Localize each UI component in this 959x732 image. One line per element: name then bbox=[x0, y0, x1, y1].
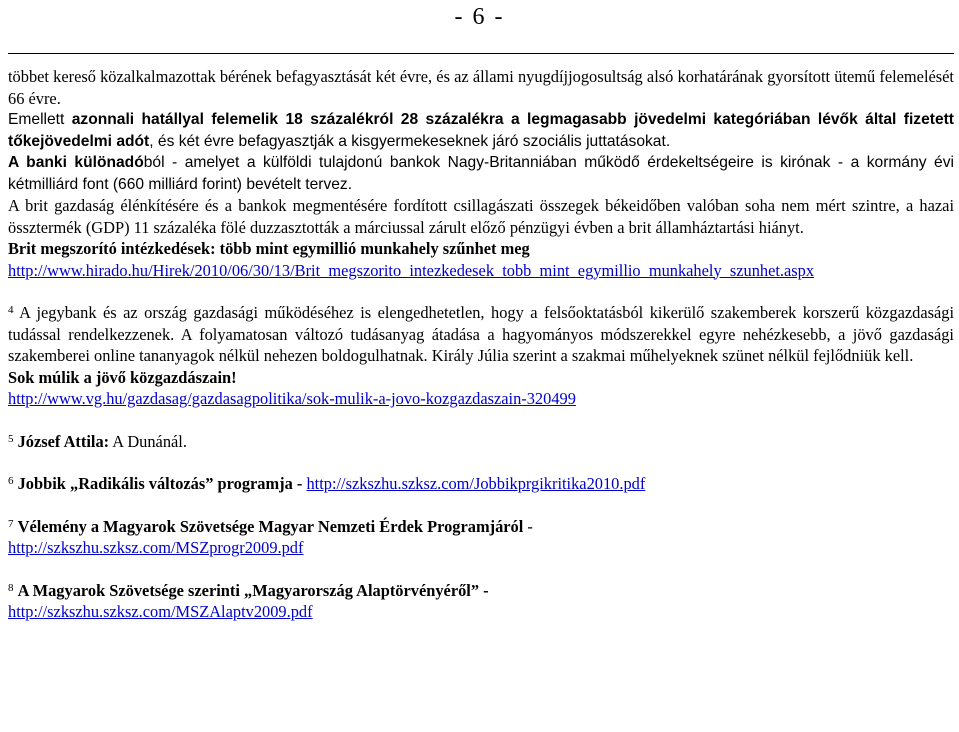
footnote-7-link[interactable]: http://szkszhu.szksz.com/MSZprogr2009.pdf bbox=[8, 538, 304, 557]
footnote-8-bold: A Magyarok Szövetsége szerinti „Magyarország Alaptörvényéről” - bbox=[17, 580, 489, 600]
footnote-7 bbox=[8, 516, 954, 538]
footnote-8-number: 8 bbox=[8, 581, 14, 594]
paragraph-bank-levy bbox=[8, 152, 954, 195]
paragraph-tax-rest: , és két évre befagyasztják a kisgyermekeseknek járó szociális juttatásokat. bbox=[149, 132, 671, 150]
spacer bbox=[8, 495, 954, 516]
footnote-8-link-row bbox=[8, 601, 954, 623]
paragraph-tax bbox=[8, 109, 954, 152]
footnote-4-title-text: Sok múlik a jövő közgazdászain! bbox=[8, 367, 237, 387]
paragraph-tax-bold: azonnali hatállyal felemelik 18 százalékról 28 százalékra a legmagasabb jövedelmi kategóriában lévők által fizetett tőkejövedelmi adót bbox=[8, 111, 954, 150]
footnote-4-text: A jegybank és az ország gazdasági működéséhez is elengedhetetlen, hogy a felsőoktatásból kikerülő szakemberek korszerű közgazdasági tudással rendelkezzenek. A folyamatosan változó tudásanyag átadása a hagyományos módszerekkel egyre nehézkesebb, a jövő gazdasági szakemberei online tananyagok nélkül nehezen boldogulhatnak. Király Júlia szerint a szakmai műhelyeknek szünet nélkül fejlődniük kell. bbox=[8, 303, 954, 365]
footnote-4-link[interactable]: http://www.vg.hu/gazdasag/gazdasagpolitika/sok-mulik-a-jovo-kozgazdaszain-320499 bbox=[8, 389, 576, 408]
footnote-8 bbox=[8, 580, 954, 602]
footnote-5-bold: József Attila: bbox=[17, 431, 110, 451]
paragraph-bank-levy-rest: ból - amelyet a külföldi tulajdonú bankok Nagy-Britanniában működő érdekeltségeire is kirónak - a kormány évi kétmilliárd font (660 milliárd forint) bevételt tervez. bbox=[8, 154, 954, 193]
article-title-1 bbox=[8, 238, 954, 260]
paragraph-deficit: A brit gazdaság élénkítésére és a bankok megmentésére fordított csillagászati összegek békeidőben valóban soha nem mért szintre, a hazai össztermék (GDP) 11 százaléka fölé duzzasztották a márciussal zárult előző pénzügyi évben a brit államháztartási hiányt. bbox=[8, 196, 954, 237]
footnote-7-number: 7 bbox=[8, 517, 14, 530]
footnote-7-link-row bbox=[8, 537, 954, 559]
spacer bbox=[8, 410, 954, 431]
page-number: - 6 - bbox=[454, 4, 505, 30]
footnote-5-text: A Dunánál. bbox=[109, 431, 187, 451]
footnote-5 bbox=[8, 431, 954, 453]
footnote-7-dash: - bbox=[523, 516, 533, 536]
paragraph-tax-intro: Emellett bbox=[8, 111, 72, 128]
footnote-6-bold: Jobbik „Radikális változás” programja - bbox=[17, 474, 307, 493]
header-rule bbox=[8, 53, 954, 54]
paragraph-continuation: többet kereső közalkalmazottak bérének befagyasztását két évre, és az állami nyugdíjjogosultság alsó korhatárának gyorsított ütemű felemelését 66 évre. bbox=[8, 67, 954, 108]
footnote-7-bold: Vélemény a Magyarok Szövetsége Magyar Nemzeti Érdek Programjáról bbox=[17, 516, 524, 536]
article-link-1-row bbox=[8, 260, 954, 282]
article-link-1[interactable]: http://www.hirado.hu/Hirek/2010/06/30/13/Brit_megszorito_intezkedesek_tobb_mint_egymillio_munkahely_szunhet.aspx bbox=[8, 260, 815, 280]
article-title-1-text: Brit megszorító intézkedések: több mint egymillió munkahely szűnhet meg bbox=[8, 239, 530, 258]
footnote-5-number: 5 bbox=[8, 432, 14, 445]
footnote-4-link-row bbox=[8, 388, 954, 410]
footnote-6 bbox=[8, 473, 954, 495]
paragraph-bank-levy-bold: A banki különadó bbox=[8, 154, 144, 171]
spacer bbox=[8, 559, 954, 580]
spacer bbox=[8, 452, 954, 473]
footnote-4 bbox=[8, 302, 954, 367]
footnote-8-link[interactable]: http://szkszhu.szksz.com/MSZAlaptv2009.pdf bbox=[8, 602, 313, 621]
footnote-4-title bbox=[8, 367, 954, 389]
page-content bbox=[8, 66, 954, 623]
footnote-6-link[interactable]: http://szkszhu.szksz.com/Jobbikprgikritika2010.pdf bbox=[306, 474, 646, 493]
spacer bbox=[8, 281, 954, 302]
footnote-6-number: 6 bbox=[8, 475, 14, 487]
footnote-4-number: 4 bbox=[8, 304, 14, 316]
